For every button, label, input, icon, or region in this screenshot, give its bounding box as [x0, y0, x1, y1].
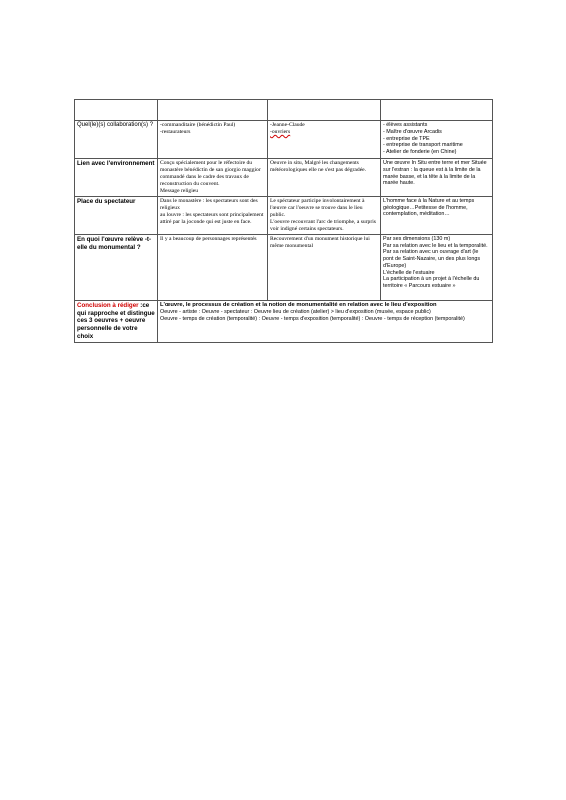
table-row-conclusion [75, 300, 493, 342]
cell-line: Dans le monastère : les spectateurs sont des religieux [160, 197, 258, 211]
blank-cell [268, 100, 381, 121]
conclusion-title: L'œuvre, le processus de création et la notion de monumentalité en relation avec le lieu d'exposition [160, 301, 437, 308]
cell-line: -ouvriers [270, 128, 291, 135]
cell-line: - Maître d'œuvre Arcadis [383, 128, 442, 135]
environment-cell-3: Une œuvre In Situ entre terre et mer Située sur l'estran : la queue est à la limite de la marée basse, et la tête à la limite de la marée haute. [381, 159, 493, 197]
conclusion-label-red: Conclusion à rédiger [77, 301, 139, 309]
cell-line: Le spéctateur participe involontairement à l'œuvre car l'oeuvre se trouve dans le lieu public. [270, 197, 365, 218]
cell-line: - entreprise de TPE [383, 135, 430, 142]
cell-line: -Jeanne-Claude [270, 122, 305, 128]
cell-line: La participation à un projet à l'échelle du territoire « Parcours estuaire » [383, 276, 480, 290]
collab-cell-2 [268, 121, 381, 159]
cell-line: Par sa relation avec le lieu et la temporalité. [383, 242, 488, 249]
cell-line: Par ses dimensions (130 m) [383, 235, 451, 242]
monumental-cell-2: Recouvrement d'un monument historique lui même monumental [268, 234, 381, 300]
spectator-cell-3: L'homme face à la Nature et au temps géologique…Petitesse de l'homme, contemplation, méditation… [381, 196, 493, 234]
spectator-cell-2 [268, 196, 381, 234]
cell-line: au louvre : les spectateurs sont principalement attiré par la joconde qui est juste en face. [160, 211, 264, 225]
environment-cell-2: Oeuvre in situ, Malgré les changements météorologiques elle ne s'est pas dégradée. [268, 159, 381, 197]
row-label-collaboration: Quel(le)(s) collaboration(s) ? [75, 121, 158, 159]
table-row-environment [75, 159, 493, 197]
monumental-cell-3 [381, 234, 493, 300]
cell-line: Conçu spécialement pour le réfectoire du monastère bénédictin de san giorgio maggior commandé dans le cadre des travaux de reconstruction du couvent. [160, 160, 261, 187]
cell-line: -commanditaire (bénédictin Paul) [160, 122, 236, 128]
table-row-blank [75, 100, 493, 121]
table-row-monumental [75, 234, 493, 300]
cell-line: - Atelier de fonderie (en Chine) [383, 149, 457, 155]
collab-cell-3 [381, 121, 493, 159]
cell-line: Par sa relation avec un ouvrage d'art (le pont de Saint-Nazaire, un des plus longs d'Europe) [383, 249, 481, 269]
monumental-cell-1: Il y a beaucoup de personnages représentés [158, 234, 268, 300]
row-label-environment: Lien avec l'environnement [75, 159, 158, 197]
blank-cell [75, 100, 158, 121]
blank-cell [158, 100, 268, 121]
document-table [74, 99, 493, 343]
spectator-cell-1 [158, 196, 268, 234]
row-label-monumental: En quoi l'œuvre relève -t-elle du monumental ? [75, 234, 158, 300]
environment-cell-1 [158, 159, 268, 197]
cell-line: Message religieu [160, 187, 199, 194]
row-label-spectator: Place du spectateur [75, 196, 158, 234]
table-row-collaboration [75, 121, 493, 159]
cell-line: Oeuvre - artiste : Oeuvre - spectateur : Oeuvre lieu de création (atelier) > lieu d'exposition (musée, espace public) [160, 309, 431, 316]
cell-line: L'échelle de l'estuaire [383, 269, 435, 276]
conclusion-label-rest: :ce qui rapproche et distingue ces 3 oeuvres + oeuvre personnelle de votre choix [77, 301, 155, 340]
cell-line: -restaurateurs [160, 128, 191, 135]
conclusion-cell [158, 300, 493, 342]
cell-line: - entreprise de transport maritime [383, 142, 463, 149]
cell-line: - élèves assistants [383, 122, 428, 128]
collab-cell-1 [158, 121, 268, 159]
cell-line: L'oeuvre recouvrant l'arc de triomphe, a surpris voir indigné certains spectateurs. [270, 218, 376, 232]
row-label-conclusion [75, 300, 158, 342]
table-row-spectator [75, 196, 493, 234]
cell-line: Oeuvre - temps de création (temporalité) : Oeuvre - temps d'exposition (temporalité) : Oeuvre - temps de réception (temporalité) [160, 315, 465, 322]
blank-cell [381, 100, 493, 121]
